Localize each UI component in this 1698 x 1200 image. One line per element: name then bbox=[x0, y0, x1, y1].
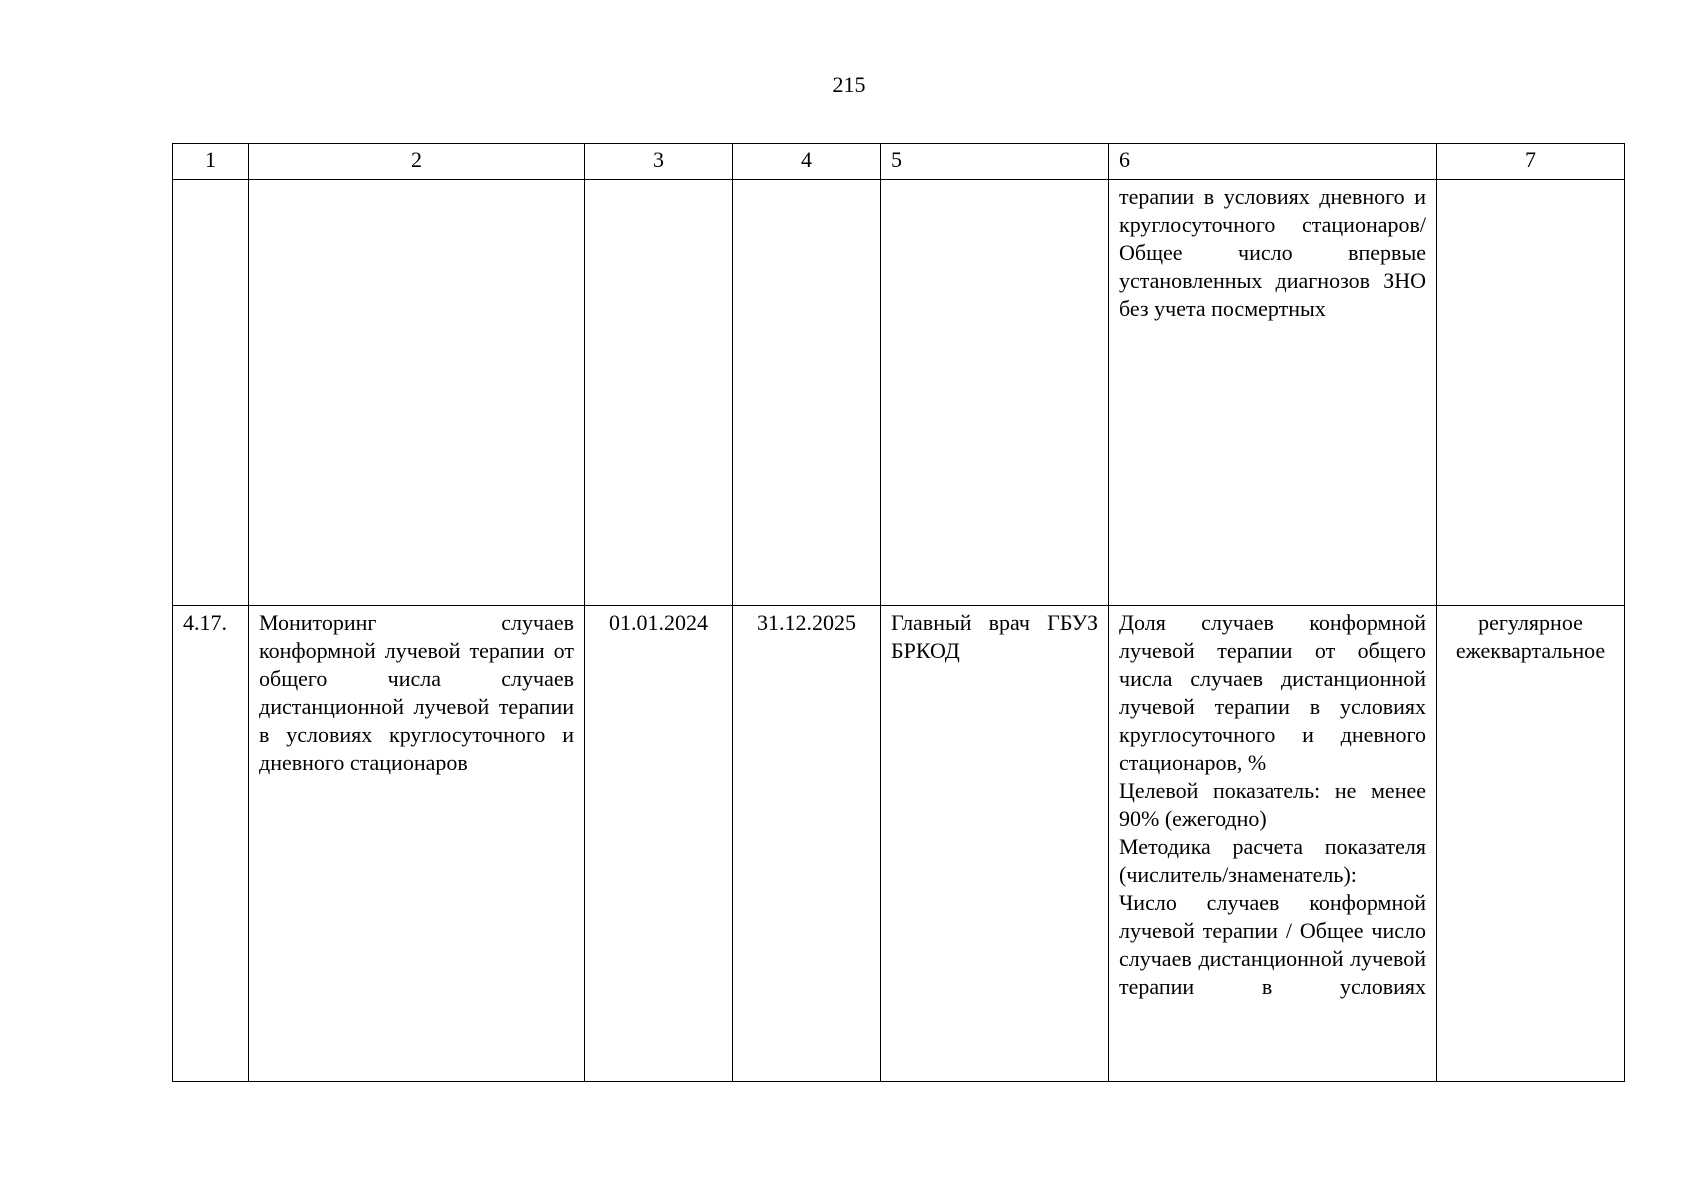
indicator-target: Целевой показатель: не менее 90% (ежегодно) bbox=[1119, 778, 1426, 831]
table-row-continued bbox=[173, 180, 1625, 606]
cell-empty bbox=[585, 180, 733, 606]
header-col-1: 1 bbox=[173, 144, 249, 180]
cell-empty bbox=[1437, 180, 1625, 606]
plan-table bbox=[172, 143, 1625, 1082]
cell-number: 4.17. bbox=[173, 606, 249, 1082]
cell-activity: Мониторинг случаев конформной лучевой терапии от общего числа случаев дистанционной лучевой терапии в условиях круглосуточного и дневного стационаров bbox=[249, 606, 585, 1082]
header-col-6: 6 bbox=[1109, 144, 1437, 180]
header-col-2: 2 bbox=[249, 144, 585, 180]
cell-indicator bbox=[1109, 606, 1437, 1082]
cell-periodicity: регулярное ежеквартальное bbox=[1437, 606, 1625, 1082]
page-number: 215 bbox=[832, 72, 866, 97]
cell-responsible: Главный врач ГБУЗ БРКОД bbox=[881, 606, 1109, 1082]
table-row bbox=[173, 606, 1625, 1082]
header-col-7: 7 bbox=[1437, 144, 1625, 180]
table-header-row bbox=[173, 144, 1625, 180]
header-col-4: 4 bbox=[733, 144, 881, 180]
cell-empty bbox=[173, 180, 249, 606]
indicator-formula: Число случаев конформной лучевой терапии / Общее число случаев дистанционной лучевой терапии в условиях bbox=[1119, 890, 1426, 999]
indicator-definition: Доля случаев конформной лучевой терапии от общего числа случаев дистанционной лучевой терапии в условиях круглосуточного и дневного стационаров, % bbox=[1119, 610, 1426, 775]
cell-end-date: 31.12.2025 bbox=[733, 606, 881, 1082]
cell-empty bbox=[881, 180, 1109, 606]
header-col-3: 3 bbox=[585, 144, 733, 180]
cell-start-date: 01.01.2024 bbox=[585, 606, 733, 1082]
cell-empty bbox=[249, 180, 585, 606]
header-col-5: 5 bbox=[881, 144, 1109, 180]
cell-empty bbox=[733, 180, 881, 606]
indicator-method-title: Методика расчета показателя (числитель/знаменатель): bbox=[1119, 834, 1426, 887]
cell-indicator-continued: терапии в условиях дневного и круглосуточного стационаров/ Общее число впервые установленных диагнозов ЗНО без учета посмертных bbox=[1109, 180, 1437, 606]
